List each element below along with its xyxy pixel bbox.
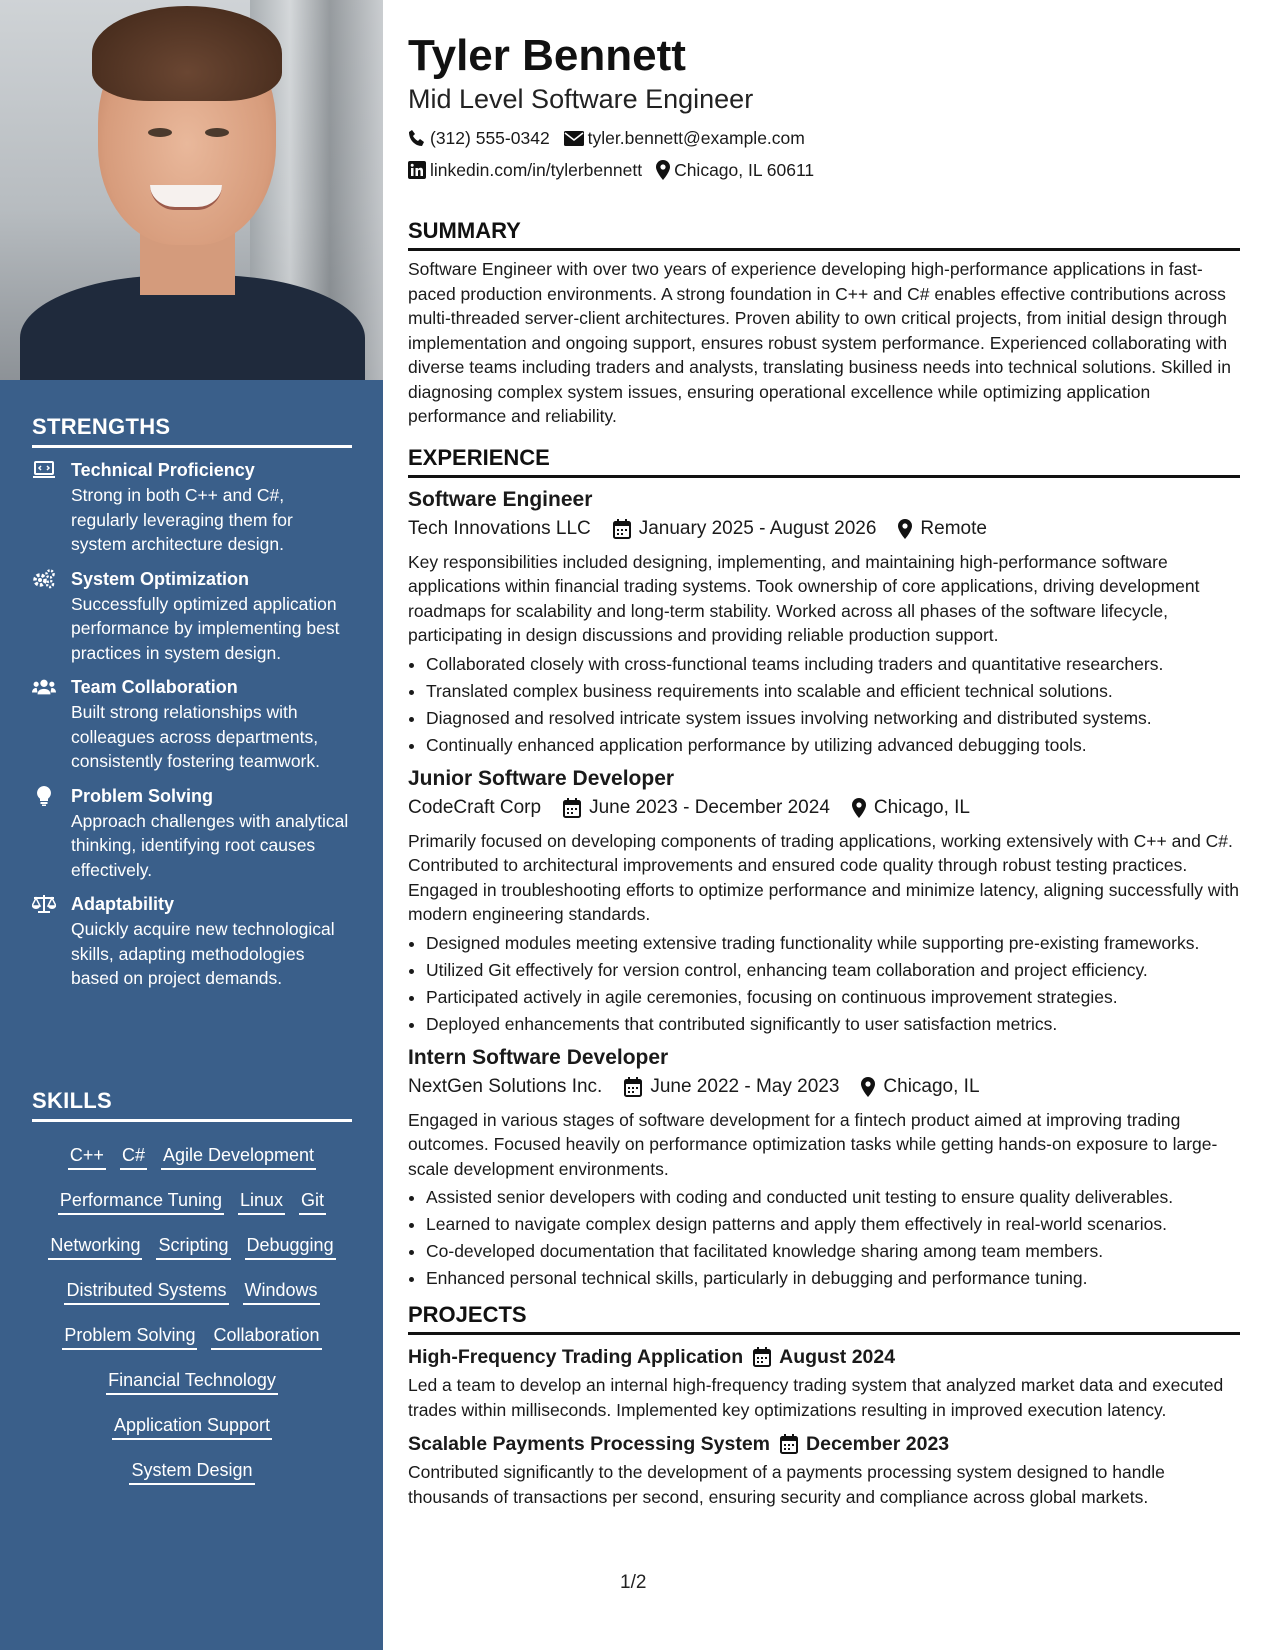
job-company: NextGen Solutions Inc. bbox=[408, 1075, 603, 1097]
bullet-item: • Continually enhanced application performance by utilizing advanced debugging tools. bbox=[426, 733, 1240, 757]
job-entry bbox=[408, 765, 1240, 1036]
strengths-section bbox=[32, 414, 352, 991]
skill-tag: Application Support bbox=[112, 1413, 272, 1440]
location-text: Chicago, IL 60611 bbox=[674, 160, 815, 180]
job-bullets bbox=[408, 652, 1240, 757]
experience-section bbox=[408, 445, 1240, 1291]
profile-photo bbox=[0, 0, 383, 380]
project-header bbox=[408, 1430, 1240, 1458]
job-dates: June 2023 - December 2024 bbox=[589, 796, 830, 818]
strength-title: System Optimization bbox=[71, 568, 250, 589]
bullet-item: • Co-developed documentation that facilitated knowledge sharing among team members. bbox=[426, 1239, 1240, 1263]
bullet-item: • Assisted senior developers with coding and conducted unit testing to ensure quality deliverables. bbox=[426, 1185, 1240, 1209]
projects-section bbox=[408, 1302, 1240, 1509]
skill-tag: Agile Development bbox=[161, 1143, 316, 1170]
calendar-icon bbox=[563, 798, 581, 818]
job-entry bbox=[408, 1044, 1240, 1291]
skill-tag: Performance Tuning bbox=[58, 1188, 224, 1215]
job-location: Chicago, IL bbox=[873, 796, 971, 818]
bullet-item: • Learned to navigate complex design patterns and apply them effectively in real-world scenarios. bbox=[426, 1212, 1240, 1236]
bullet-item: • Deployed enhancements that contributed significantly to user satisfaction metrics. bbox=[426, 1012, 1240, 1036]
map-pin-icon bbox=[898, 519, 912, 539]
linkedin-contact[interactable] bbox=[408, 154, 642, 186]
summary-text: Software Engineer with over two years of experience developing high-performance applications in fast-paced production environments. A strong foundation in C++ and C# enables effective contributions across multi-threaded server-client architectures. Proven ability to own critical projects, from initial design through implementation and ongoing support, ensures robust system performance. Experienced collaborating with diverse teams including traders and analysts, translating business needs into technical solutions. Skilled in diagnosing complex system issues, ensuring operational excellence while optimizing application performance and reliability. bbox=[408, 259, 1231, 426]
project-date-wrap bbox=[753, 1343, 895, 1371]
job-dates: January 2025 - August 2026 bbox=[638, 517, 877, 539]
main-content bbox=[408, 30, 1240, 1509]
project-header bbox=[408, 1343, 1240, 1371]
strength-item bbox=[32, 458, 352, 557]
users-icon bbox=[32, 677, 56, 697]
skill-tag: Problem Solving bbox=[62, 1323, 197, 1350]
scale-icon bbox=[32, 894, 56, 914]
bullet-item: • Diagnosed and resolved intricate system issues involving networking and distributed systems. bbox=[426, 706, 1240, 730]
project-entry bbox=[408, 1430, 1240, 1509]
skill-tag: Distributed Systems bbox=[64, 1278, 228, 1305]
project-name: High-Frequency Trading Application bbox=[408, 1346, 744, 1368]
strength-item bbox=[32, 892, 352, 991]
job-location: Remote bbox=[920, 517, 987, 539]
job-role: Intern Software Developer bbox=[408, 1045, 669, 1069]
skill-tag: Debugging bbox=[245, 1233, 336, 1260]
bullet-item: • Collaborated closely with cross-functional teams including traders and quantitative researchers. bbox=[426, 652, 1240, 676]
project-date: December 2023 bbox=[806, 1433, 950, 1455]
skills-list bbox=[32, 1134, 352, 1494]
project-name: Scalable Payments Processing System bbox=[408, 1433, 771, 1455]
strength-item bbox=[32, 675, 352, 774]
strength-title: Team Collaboration bbox=[71, 677, 238, 697]
map-pin-icon bbox=[852, 798, 866, 818]
email-text: tyler.bennett@example.com bbox=[587, 128, 805, 148]
skills-heading: SKILLS bbox=[32, 1088, 352, 1122]
skill-tag: System Design bbox=[129, 1458, 254, 1485]
strength-desc: Built strong relationships with colleagues across departments, consistently fostering teamwork. bbox=[71, 702, 320, 771]
strength-title: Adaptability bbox=[71, 894, 175, 914]
summary-section bbox=[408, 218, 1240, 429]
skills-section bbox=[32, 1088, 352, 1494]
job-role: Software Engineer bbox=[408, 487, 593, 511]
contact-row bbox=[408, 122, 1240, 154]
skill-tag: Windows bbox=[243, 1278, 320, 1305]
project-entry bbox=[408, 1343, 1240, 1422]
strength-desc: Approach challenges with analytical thinking, identifying root causes effectively. bbox=[71, 810, 349, 880]
skill-tag: C++ bbox=[68, 1143, 106, 1170]
job-dates: June 2022 - May 2023 bbox=[650, 1075, 840, 1097]
job-role: Junior Software Developer bbox=[408, 766, 675, 790]
skill-tag: Collaboration bbox=[211, 1323, 321, 1350]
linkedin-icon bbox=[408, 161, 426, 179]
job-entry bbox=[408, 486, 1240, 757]
skill-tag: C# bbox=[120, 1143, 147, 1170]
bullet-item: • Translated complex business requirements into scalable and efficient technical solutions. bbox=[426, 679, 1240, 703]
strength-desc: Quickly acquire new technological skills, adapting methodologies based on project demands. bbox=[71, 919, 335, 988]
location-contact bbox=[656, 154, 814, 186]
strength-desc: Successfully optimized application performance by implementing best practices in system design. bbox=[71, 593, 340, 663]
summary-heading: SUMMARY bbox=[408, 218, 1240, 251]
strength-desc: Strong in both C++ and C#, regularly leveraging them for system architecture design. bbox=[71, 485, 293, 554]
job-meta bbox=[408, 1072, 1240, 1102]
job-description: Engaged in various stages of software development for a fintech product aimed at improving trading outcomes. Focused heavily on performance optimization tasks while getting hands-on exposure to large-scale development environments. bbox=[408, 1109, 1218, 1179]
job-meta bbox=[408, 514, 1240, 544]
job-bullets bbox=[408, 931, 1240, 1036]
gears-icon bbox=[32, 569, 56, 589]
job-bullets bbox=[408, 1185, 1240, 1290]
page-number: 1/2 bbox=[620, 1572, 647, 1593]
bullet-item: • Enhanced personal technical skills, particularly in debugging and performance tuning. bbox=[426, 1266, 1240, 1290]
job-description: Key responsibilities included designing, implementing, and maintaining high-performance software applications within financial trading systems. Took ownership of core applications, driving development roadmaps for scalability and long-term stability. Worked across all phases of the software lifecycle, participating in design discussions and providing reliable production support. bbox=[408, 551, 1200, 645]
contact-row bbox=[408, 154, 1240, 186]
map-pin-icon bbox=[861, 1077, 875, 1097]
project-date: August 2024 bbox=[779, 1346, 896, 1368]
job-location: Chicago, IL bbox=[883, 1075, 980, 1097]
skill-tag: Financial Technology bbox=[106, 1368, 278, 1395]
map-pin-icon bbox=[656, 160, 670, 180]
email-contact[interactable] bbox=[564, 122, 805, 154]
projects-heading: PROJECTS bbox=[408, 1302, 1240, 1335]
envelope-icon bbox=[564, 131, 584, 146]
calendar-icon bbox=[780, 1434, 798, 1454]
calendar-icon bbox=[613, 519, 631, 539]
phone-text: (312) 555-0342 bbox=[430, 128, 550, 148]
lightbulb-icon bbox=[32, 786, 56, 806]
strengths-heading: STRENGTHS bbox=[32, 414, 352, 448]
candidate-title: Mid Level Software Engineer bbox=[408, 84, 754, 114]
project-description: Contributed significantly to the development of a payments processing system designed to handle thousands of transactions per second, ensuring security and compliance across global markets. bbox=[408, 1462, 1165, 1507]
job-description: Primarily focused on developing components of trading applications, working extensively with C++ and C#. Contributed to architectural improvements and ensured code quality through robust testing practices. Engaged in troubleshooting efforts to optimize performance and minimize latency, aligning successfully with modern engineering standards. bbox=[408, 830, 1240, 924]
computer-code-icon bbox=[32, 460, 56, 480]
bullet-item: • Utilized Git effectively for version control, enhancing team collaboration and project efficiency. bbox=[426, 958, 1240, 982]
phone-icon bbox=[408, 129, 426, 147]
sidebar bbox=[0, 0, 383, 1650]
strength-item bbox=[32, 567, 352, 666]
skill-tag: Linux bbox=[238, 1188, 285, 1215]
skill-tag: Networking bbox=[48, 1233, 142, 1260]
skill-tag: Git bbox=[299, 1188, 326, 1215]
linkedin-text: linkedin.com/in/tylerbennett bbox=[430, 160, 643, 180]
bullet-item: • Designed modules meeting extensive trading functionality while supporting pre-existing frameworks. bbox=[426, 931, 1240, 955]
phone-contact[interactable] bbox=[408, 122, 550, 154]
project-date-wrap bbox=[780, 1430, 949, 1458]
job-meta bbox=[408, 793, 1240, 823]
job-company: CodeCraft Corp bbox=[408, 796, 542, 818]
calendar-icon bbox=[753, 1347, 771, 1367]
project-description: Led a team to develop an internal high-frequency trading system that analyzed market data and executed trades within milliseconds. Implemented key optimizations resulting in improved execution latency. bbox=[408, 1375, 1224, 1420]
strength-item bbox=[32, 784, 352, 883]
experience-heading: EXPERIENCE bbox=[408, 445, 1240, 478]
strength-title: Technical Proficiency bbox=[71, 460, 255, 480]
candidate-name: Tyler Bennett bbox=[408, 31, 686, 80]
bullet-item: • Participated actively in agile ceremonies, focusing on continuous improvement strategies. bbox=[426, 985, 1240, 1009]
calendar-icon bbox=[624, 1077, 642, 1097]
strength-title: Problem Solving bbox=[71, 785, 214, 806]
skill-tag: Scripting bbox=[156, 1233, 230, 1260]
job-company: Tech Innovations LLC bbox=[408, 517, 591, 539]
